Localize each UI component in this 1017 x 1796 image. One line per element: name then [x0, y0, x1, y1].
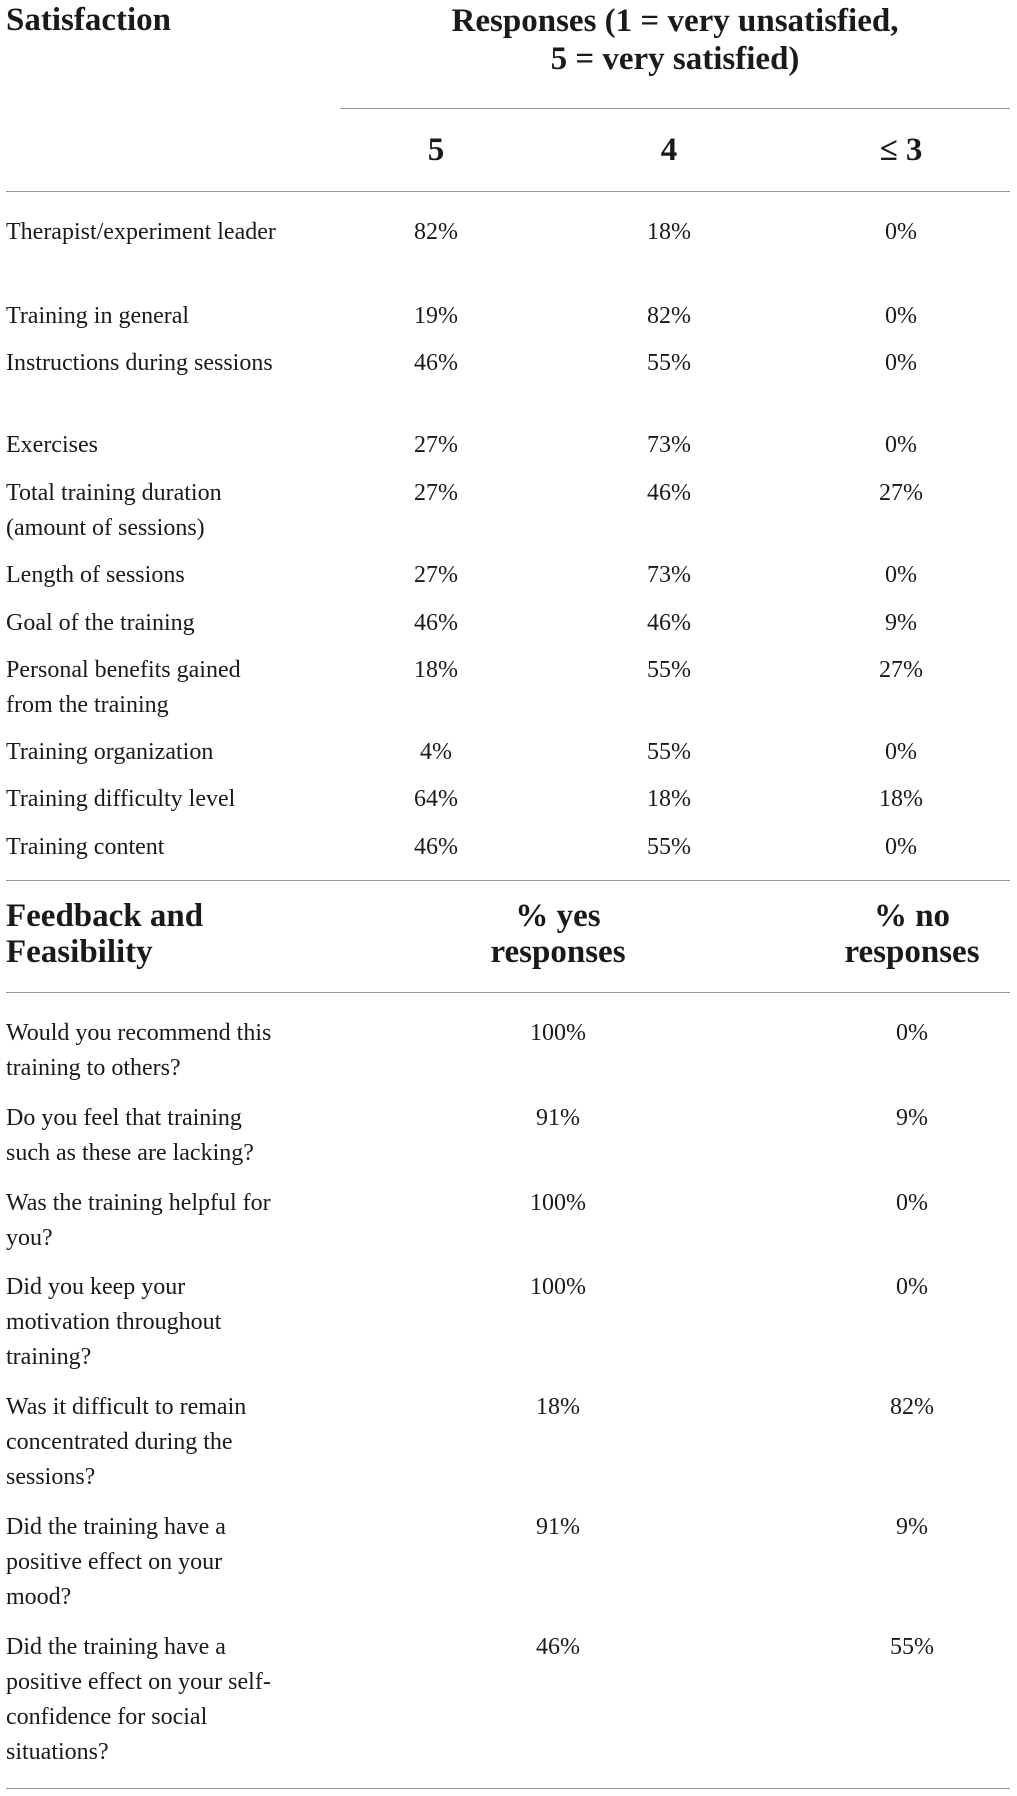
cell-5: 64%: [414, 786, 458, 812]
cell-5: 82%: [414, 219, 458, 245]
cell-le3: 18%: [879, 786, 923, 812]
feedback-title: [6, 898, 306, 970]
col-header-5: 5: [427, 132, 445, 168]
row-label: Training content: [6, 834, 165, 860]
row-label: Was the training helpful for you?: [6, 1190, 271, 1251]
cell-4: 55%: [647, 834, 691, 860]
cell-no: 0%: [896, 1274, 928, 1300]
cell-5: 27%: [414, 432, 458, 458]
cell-5: 4%: [420, 739, 452, 765]
cell-4: 82%: [647, 303, 691, 329]
cell-le3: 27%: [879, 657, 923, 683]
cell-5: 18%: [414, 657, 458, 683]
row-label: Instructions during sessions: [6, 350, 273, 376]
row-label: Therapist/experiment leader: [6, 219, 276, 245]
cell-yes: 46%: [536, 1634, 580, 1660]
row-label: Training organization: [6, 739, 214, 765]
header-rule: [6, 191, 1010, 192]
cell-5: 46%: [414, 350, 458, 376]
responses-underline: [340, 108, 1010, 109]
cell-4: 18%: [647, 786, 691, 812]
yes-header-line1: % yes: [515, 898, 601, 934]
row-label: Goal of the training: [6, 610, 195, 636]
row-label: Training difficulty level: [6, 786, 236, 812]
cell-4: 73%: [647, 562, 691, 588]
cell-yes: 100%: [530, 1274, 586, 1300]
feedback-title-line1: Feedback and: [6, 898, 204, 934]
cell-yes: 100%: [530, 1190, 586, 1216]
cell-no: 0%: [896, 1020, 928, 1046]
row-label: Was it difficult to remain concentrated during the sessions?: [6, 1394, 247, 1490]
row-label: Personal benefits gained from the training: [6, 657, 241, 718]
no-header-line1: % no: [873, 898, 951, 934]
row-label: Do you feel that training such as these are lacking?: [6, 1105, 254, 1166]
cell-le3: 0%: [885, 739, 917, 765]
cell-yes: 18%: [536, 1394, 580, 1420]
cell-no: 55%: [890, 1634, 934, 1660]
cell-4: 55%: [647, 350, 691, 376]
row-label: Training in general: [6, 303, 190, 329]
row-label: Did the training have a positive effect on your self-confidence for social situations?: [6, 1634, 271, 1765]
row-label: Exercises: [6, 432, 98, 458]
cell-le3: 0%: [885, 303, 917, 329]
cell-5: 46%: [414, 834, 458, 860]
cell-no: 9%: [896, 1514, 928, 1540]
col-header-4: 4: [660, 132, 678, 168]
cell-5: 27%: [414, 480, 458, 506]
cell-le3: 0%: [885, 219, 917, 245]
cell-yes: 100%: [530, 1020, 586, 1046]
cell-4: 55%: [647, 739, 691, 765]
feedback-header-rule: [6, 992, 1010, 993]
cell-le3: 0%: [885, 350, 917, 376]
responses-header-line1: Responses (1 = very unsatisfied,: [451, 3, 899, 39]
yes-responses-header: [448, 898, 668, 970]
cell-5: 19%: [414, 303, 458, 329]
cell-no: 82%: [890, 1394, 934, 1420]
cell-le3: 0%: [885, 562, 917, 588]
cell-4: 18%: [647, 219, 691, 245]
row-label: Length of sessions: [6, 562, 185, 588]
cell-le3: 0%: [885, 834, 917, 860]
cell-5: 46%: [414, 610, 458, 636]
row-label: Did the training have a positive effect on your mood?: [6, 1514, 226, 1610]
cell-4: 46%: [647, 610, 691, 636]
row-label: Total training duration (amount of sessions): [6, 480, 222, 541]
cell-le3: 0%: [885, 432, 917, 458]
row-label: Did you keep your motivation throughout training?: [6, 1274, 222, 1370]
cell-yes: 91%: [536, 1514, 580, 1540]
cell-4: 55%: [647, 657, 691, 683]
cell-le3: 27%: [879, 480, 923, 506]
cell-5: 27%: [414, 562, 458, 588]
row-label: Would you recommend this training to others?: [6, 1020, 272, 1081]
no-header-line2: responses: [844, 934, 980, 970]
cell-4: 46%: [647, 480, 691, 506]
cell-le3: 9%: [885, 610, 917, 636]
satisfaction-title: Satisfaction: [6, 2, 171, 38]
section-rule: [6, 880, 1010, 881]
cell-no: 9%: [896, 1105, 928, 1131]
cell-yes: 91%: [536, 1105, 580, 1131]
yes-header-line2: responses: [490, 934, 626, 970]
no-responses-header: [802, 898, 1017, 970]
cell-no: 0%: [896, 1190, 928, 1216]
responses-header-line2: 5 = very satisfied): [550, 41, 800, 77]
bottom-rule: [6, 1788, 1010, 1789]
responses-header: [340, 2, 1010, 78]
col-header-le3: ≤ 3: [879, 132, 923, 168]
cell-4: 73%: [647, 432, 691, 458]
feedback-title-line2: Feasibility: [6, 934, 153, 970]
